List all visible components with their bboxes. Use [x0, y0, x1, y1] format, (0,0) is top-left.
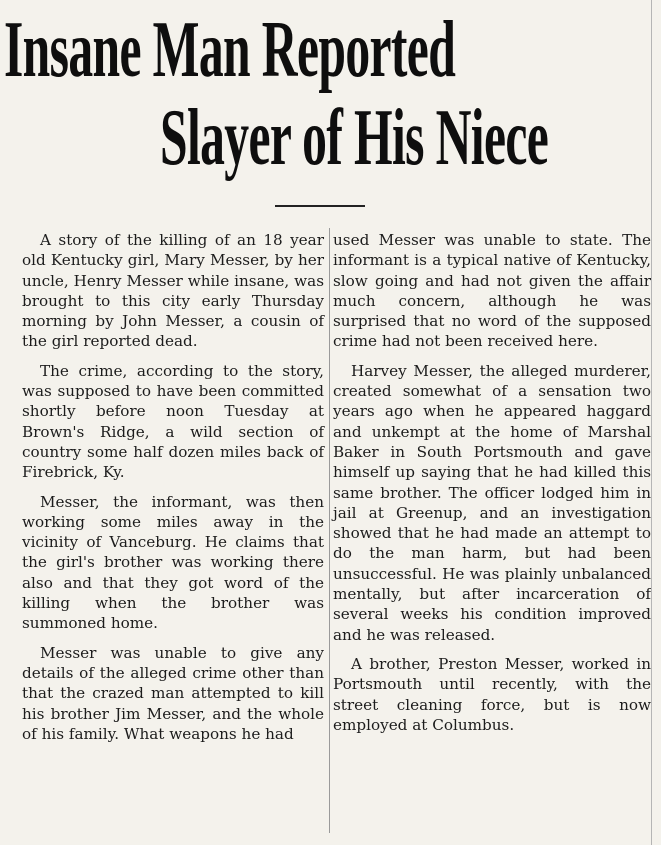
column-divider [329, 228, 330, 833]
clipping-edge-line [651, 0, 652, 845]
headline-rule [275, 205, 365, 207]
article-column-right [333, 230, 651, 744]
headline-line-1: Insane Man Reported [4, 6, 456, 94]
paragraph-6: A brother, Preston Messer, worked in Portsmouth until recently, with the street cleaning force, but is now employed at Columbus. [333, 654, 651, 734]
headline-line-2: Slayer of His Niece [160, 94, 549, 182]
paragraph-4: Messer was unable to give any details of the alleged crime other than that the crazed man attempted to kill his brother Jim Messer, and the whole of his family. What weapons he had [22, 643, 324, 743]
paragraph-5: Harvey Messer, the alleged murderer, created somewhat of a sensation two years ago when he appeared haggard and unkempt at the home of Marshal Baker in South Portsmouth and gave himself up saying that he had killed this same brother. The officer lodged him in jail at Greenup, and an investigation showed that he had made an attempt to do the man harm, but had been unsuccessful. He was plainly unbalanced mentally, but after incarceration of several weeks his condition improved and he was released. [333, 361, 651, 644]
paragraph-3: Messer, the informant, was then working some miles away in the vicinity of Vanceburg. He claims that the girl's brother was working there also and that they got word of the killing when the brother was summoned home. [22, 492, 324, 633]
article-column-left [22, 230, 324, 753]
paragraph-4-continued: used Messer was unable to state. The informant is a typical native of Kentucky, slow going and had not given the affair much concern, although he was surprised that no word of the supposed crime had not been received here. [333, 231, 651, 351]
paragraph-2: The crime, according to the story, was supposed to have been committed shortly before noon Tuesday at Brown's Ridge, a wild section of country some half dozen miles back of Firebrick, Ky. [22, 361, 324, 482]
paragraph-1: A story of the killing of an 18 year old Kentucky girl, Mary Messer, by her uncle, Henry Messer while insane, was brought to this city early Thursday morning by John Messer, a cousin of the girl reported dead. [22, 231, 324, 351]
